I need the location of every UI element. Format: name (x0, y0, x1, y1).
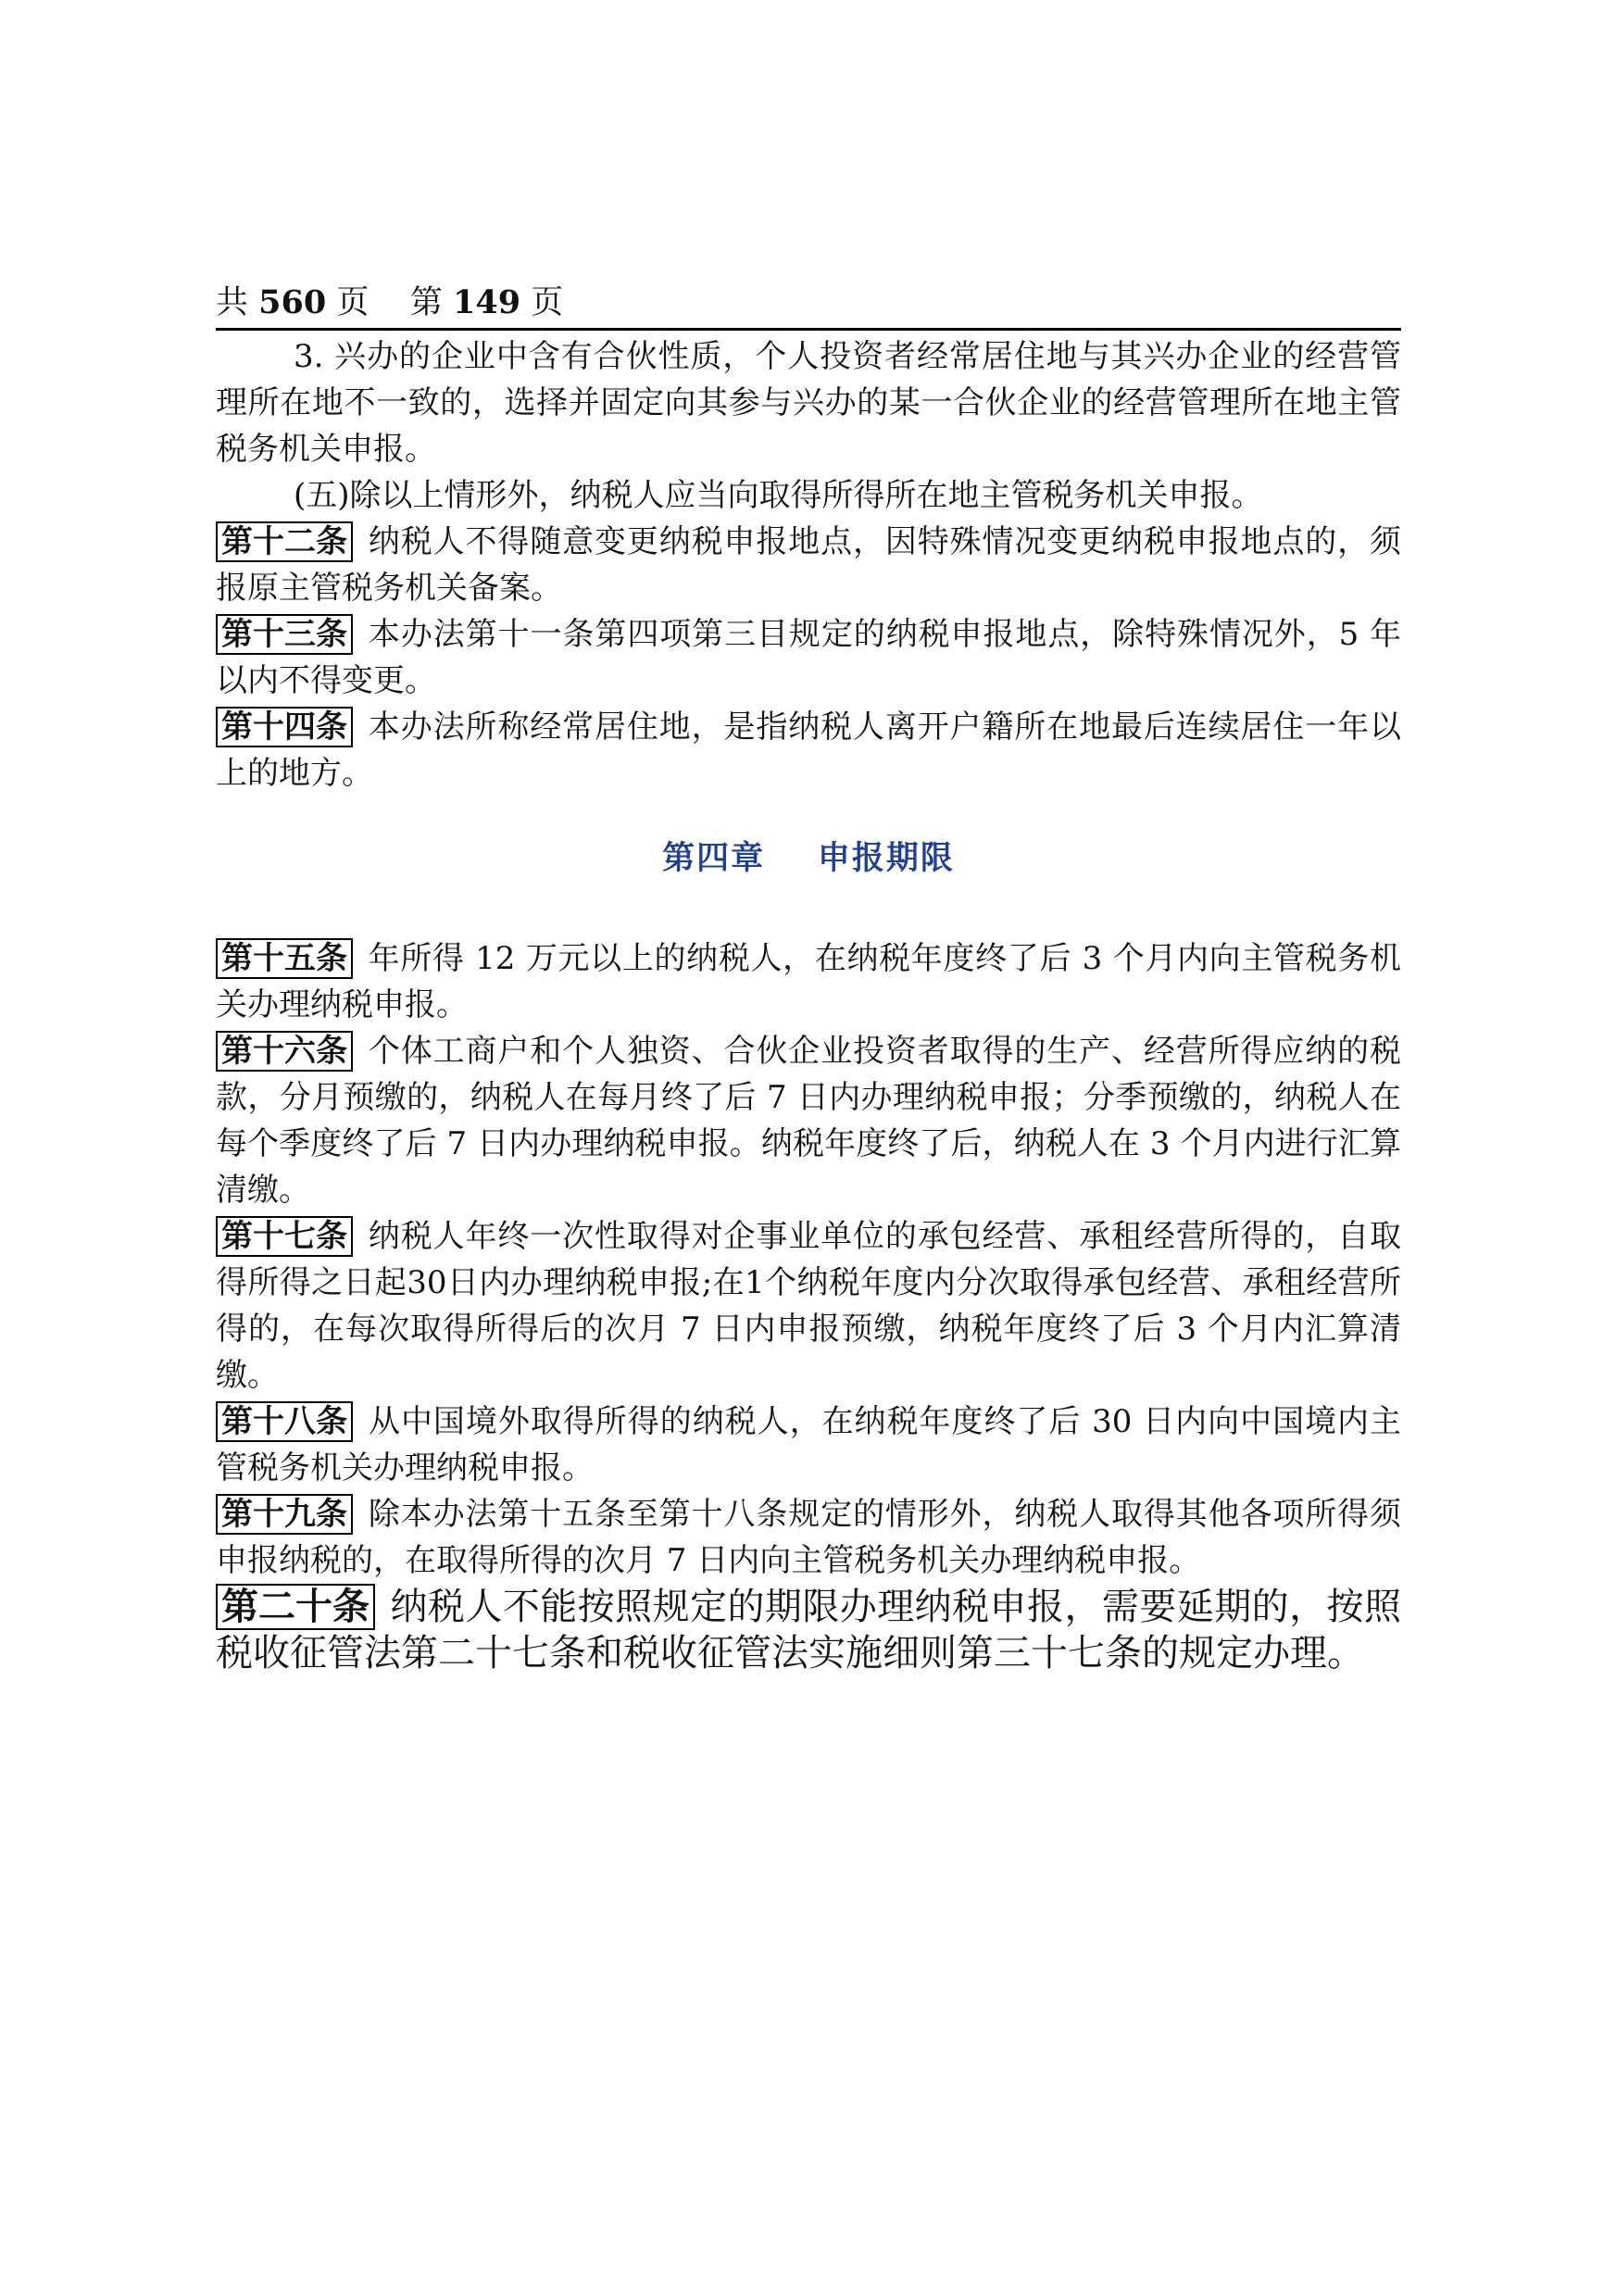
article-label: 第十四条 (216, 707, 353, 747)
article-label: 第十二条 (216, 521, 353, 562)
current-page: 149 (453, 283, 521, 321)
current-suffix: 页 (531, 284, 564, 321)
total-pages: 560 (258, 283, 327, 321)
article-19 (216, 1491, 1401, 1584)
article-label: 第十三条 (216, 614, 353, 655)
article-text: 纳税人年终一次性取得对企事业单位的承包经营、承租经营所得的，自取得所得之日起30日内办理纳税申报;在1个纳税年度内分次取得承包经营、承租经营所得的，在每次取得所得后的次月 7 日内申报预缴，纳税年度终了后 3 个月内汇算清缴。 (216, 1218, 1401, 1394)
page-counter-header (216, 278, 1401, 331)
article-label: 第十六条 (216, 1031, 353, 1072)
article-18 (216, 1399, 1401, 1491)
article-14 (216, 704, 1401, 797)
article-12 (216, 519, 1401, 611)
total-prefix: 共 (216, 284, 249, 321)
article-text: 个体工商户和个人独资、合伙企业投资者取得的生产、经营所得应纳的税款，分月预缴的，纳税人在每月终了后 7 日内办理纳税申报；分季预缴的，纳税人在每个季度终了后 7 日内办理纳税申报。纳税年度终了后，纳税人在 3 个月内进行汇算清缴。 (216, 1033, 1401, 1209)
chapter-title: 第四章 申报期限 (662, 839, 955, 877)
article-text: 纳税人不能按照规定的期限办理纳税申报，需要延期的，按照税收征管法第二十七条和税收征管法实施细则第三十七条的规定办理。 (216, 1586, 1401, 1675)
article-label: 第十七条 (216, 1216, 353, 1257)
article-text: 年所得 12 万元以上的纳税人，在纳税年度终了后 3 个月内向主管税务机关办理纳税申报。 (216, 940, 1401, 1023)
article-text: 本办法第十一条第四项第三目规定的纳税申报地点，除特殊情况外，5 年以内不得变更。 (216, 616, 1401, 699)
document-body (216, 333, 1401, 1676)
article-20 (216, 1584, 1401, 1676)
paragraph-item-5: (五)除以上情形外，纳税人应当向取得所得所在地主管税务机关申报。 (294, 477, 1263, 514)
article-text: 纳税人不得随意变更纳税申报地点，因特殊情况变更纳税申报地点的，须报原主管税务机关备案。 (216, 523, 1401, 607)
current-prefix: 第 (409, 284, 443, 321)
article-label: 第十八条 (216, 1401, 353, 1442)
article-text: 除本办法第十五条至第十八条规定的情形外，纳税人取得其他各项所得须申报纳税的，在取得所得的次月 7 日内向主管税务机关办理纳税申报。 (216, 1496, 1401, 1579)
article-text: 从中国境外取得所得的纳税人，在纳税年度终了后 30 日内向中国境内主管税务机关办理纳税申报。 (216, 1403, 1401, 1487)
paragraph-item-3: 3. 兴办的企业中含有合伙性质，个人投资者经常居住地与其兴办企业的经营管理所在地不一致的，选择并固定向其参与兴办的某一合伙企业的经营管理所在地主管税务机关申报。 (216, 338, 1401, 468)
article-text: 本办法所称经常居住地，是指纳税人离开户籍所在地最后连续居住一年以上的地方。 (216, 709, 1401, 792)
article-label: 第十九条 (216, 1494, 353, 1535)
article-17 (216, 1213, 1401, 1399)
article-16 (216, 1028, 1401, 1213)
article-label: 第十五条 (216, 938, 353, 979)
article-15 (216, 935, 1401, 1028)
article-13 (216, 611, 1401, 704)
article-label: 第二十条 (216, 1584, 375, 1630)
total-suffix: 页 (336, 284, 370, 321)
